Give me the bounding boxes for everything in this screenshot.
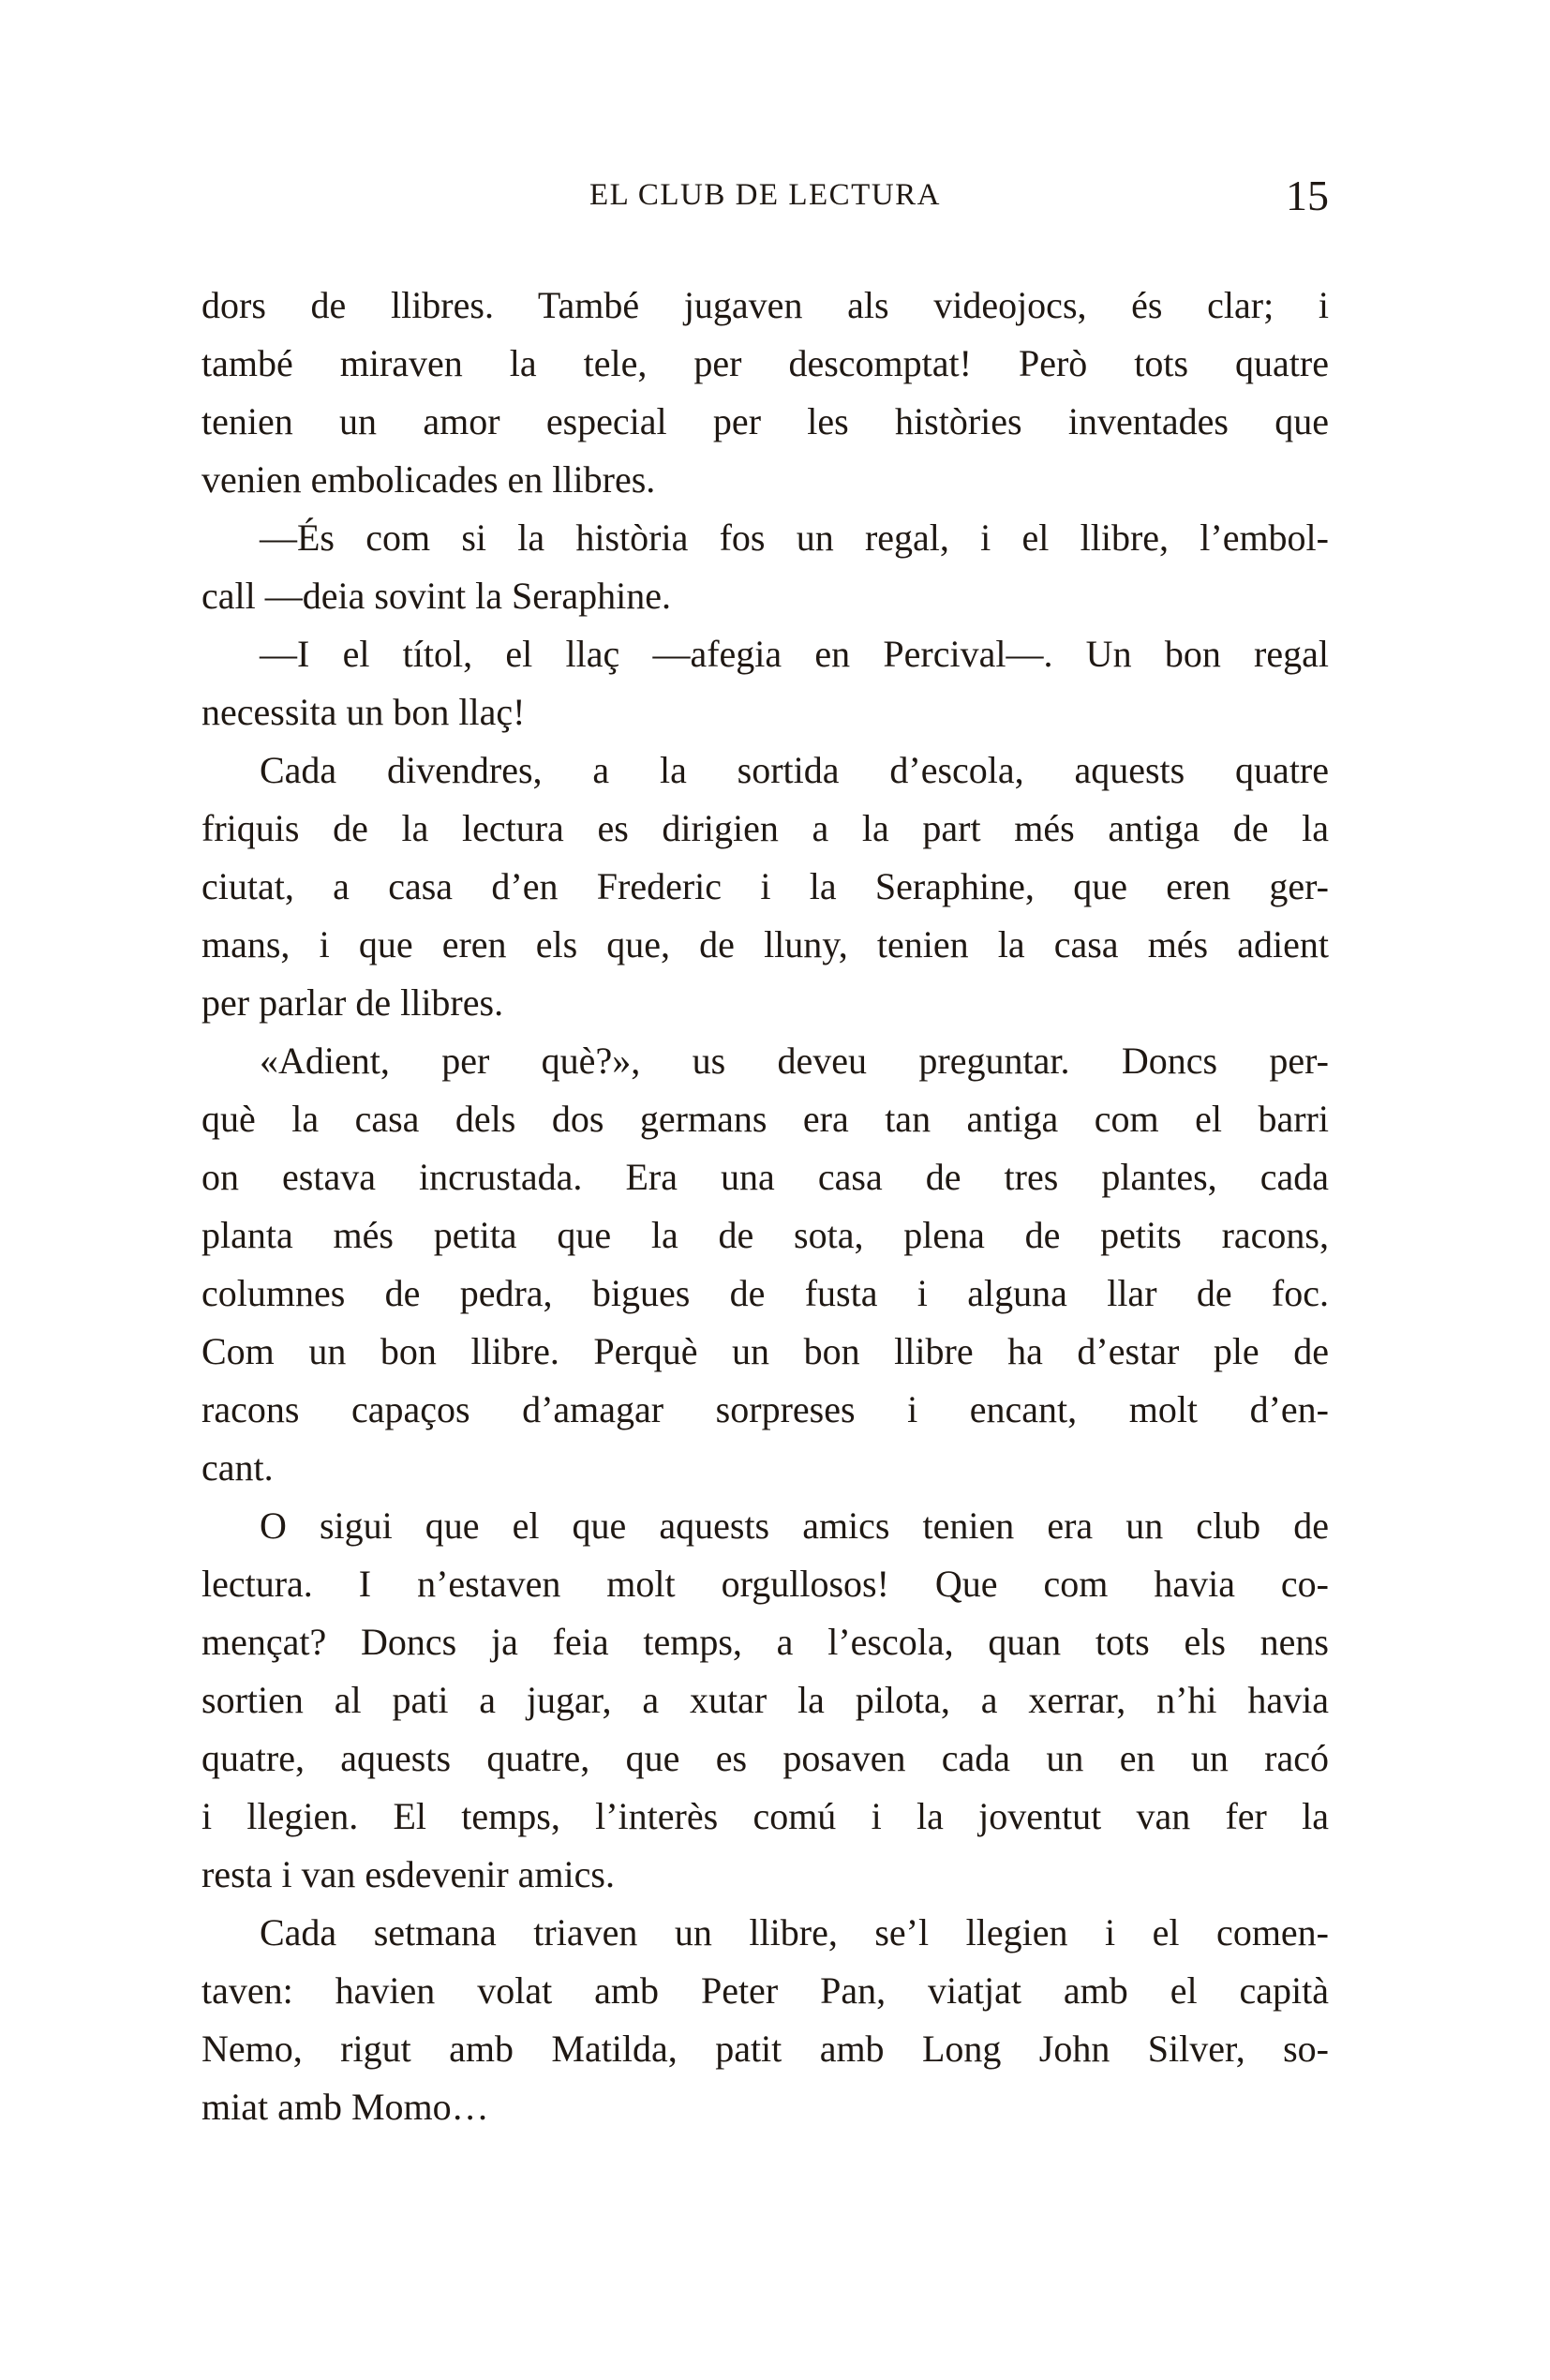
text-line: cant. [201, 1446, 274, 1489]
body-text [201, 277, 1329, 2136]
text-line: necessita un bon llaç! [201, 691, 526, 733]
text-line: tenien un amor especial per les històries inventades que [201, 400, 1329, 442]
text-line: venien embolicades en llibres. [201, 458, 656, 501]
text-line: què la casa dels dos germans era tan antiga com el barri [201, 1098, 1329, 1140]
text-line: resta i van esdevenir amics. [201, 1853, 615, 1895]
text-line: miat amb Momo… [201, 2086, 489, 2128]
text-line: —I el títol, el llaç —afegia en Percival—. Un bon regal [260, 633, 1329, 675]
text-line: i llegien. El temps, l’interès comú i la joventut van fer la [201, 1795, 1329, 1837]
running-header [201, 174, 1329, 221]
text-line: columnes de pedra, bigues de fusta i alguna llar de foc. [201, 1272, 1329, 1314]
running-title: EL CLUB DE LECTURA [589, 178, 941, 212]
text-line: —És com si la història fos un regal, i el llibre, l’embol- [260, 516, 1329, 559]
text-line: on estava incrustada. Era una casa de tres plantes, cada [201, 1156, 1329, 1198]
text-line: taven: havien volat amb Peter Pan, viatjat amb el capità [201, 1969, 1329, 2012]
text-line: «Adient, per què?», us deveu preguntar. Doncs per- [260, 1040, 1329, 1082]
text-line: mans, i que eren els que, de lluny, tenien la casa més adient [201, 923, 1329, 965]
paragraph [201, 277, 1329, 509]
text-line: quatre, aquests quatre, que es posaven cada un en un racó [201, 1737, 1329, 1779]
text-line: Nemo, rigut amb Matilda, patit amb Long John Silver, so- [201, 2028, 1329, 2070]
text-line: call —deia sovint la Seraphine. [201, 575, 671, 617]
paragraph [201, 741, 1329, 1032]
text-line: Com un bon llibre. Perquè un bon llibre ha d’estar ple de [201, 1330, 1329, 1372]
paragraph [201, 1032, 1329, 1497]
paragraph [201, 1497, 1329, 1904]
text-line: O sigui que el que aquests amics tenien era un club de [260, 1504, 1329, 1547]
text-line: planta més petita que la de sota, plena de petits racons, [201, 1214, 1329, 1256]
paragraph [201, 625, 1329, 741]
text-line: Cada divendres, a la sortida d’escola, aquests quatre [260, 749, 1329, 791]
text-line: friquis de la lectura es dirigien a la part més antiga de la [201, 807, 1329, 849]
text-line: dors de llibres. També jugaven als videojocs, és clar; i [201, 284, 1329, 326]
text-line: racons capaços d’amagar sorpreses i encant, molt d’en- [201, 1388, 1329, 1430]
text-line: ciutat, a casa d’en Frederic i la Seraphine, que eren ger- [201, 865, 1329, 907]
text-line: lectura. I n’estaven molt orgullosos! Que com havia co- [201, 1563, 1329, 1605]
paragraph [201, 509, 1329, 625]
text-line: Cada setmana triaven un llibre, se’l llegien i el comen- [260, 1911, 1329, 1953]
text-line: mençat? Doncs ja feia temps, a l’escola, quan tots els nens [201, 1621, 1329, 1663]
page-number: 15 [1286, 172, 1329, 219]
text-line: sortien al pati a jugar, a xutar la pilota, a xerrar, n’hi havia [201, 1679, 1329, 1721]
paragraph [201, 1904, 1329, 2136]
text-line: també miraven la tele, per descomptat! Però tots quatre [201, 342, 1329, 384]
text-line: per parlar de llibres. [201, 981, 504, 1024]
